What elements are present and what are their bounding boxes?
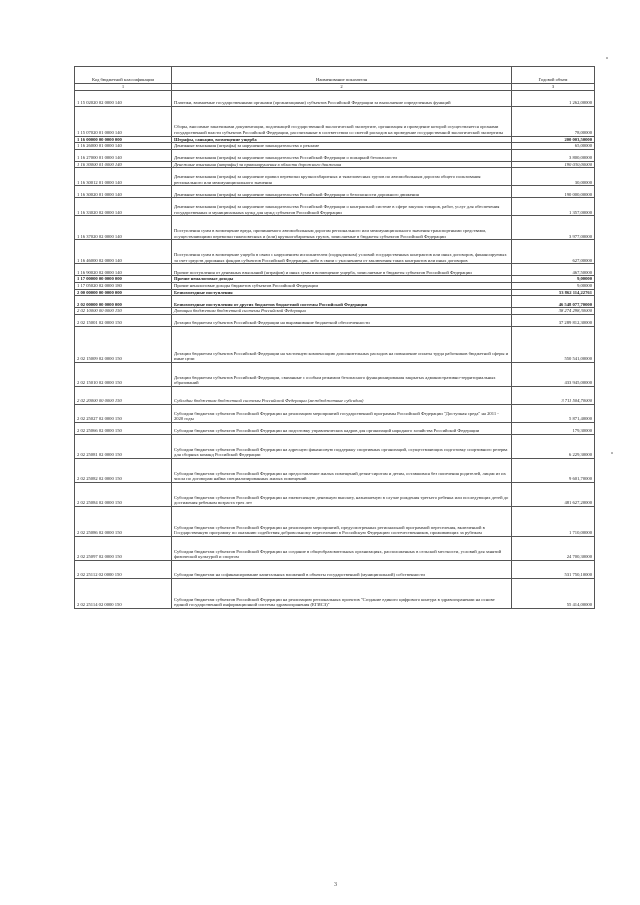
row-name: Дотации бюджетам бюджетной системы Российской Федерации (172, 308, 512, 315)
page-number: 3 (334, 882, 337, 888)
row-code: 1 16 30000 01 0000 140 (75, 161, 172, 168)
row-volume: 55 414,00000 (512, 578, 595, 608)
table-row (75, 434, 595, 458)
row-name: Прочие неналоговые доходы (172, 276, 512, 283)
row-code: 2 02 15001 02 0000 150 (75, 314, 172, 326)
table-row (75, 308, 595, 315)
table-row (75, 161, 595, 168)
header-volume: Годовой объем (512, 67, 595, 84)
row-name: Денежные взыскания (штрафы) за правонарушения в области дорожного движения (172, 161, 512, 168)
row-name: Поступления сумм в возмещение вреда, причиняемого автомобильным дорогам регионального или межмуниципального значения транспортными средствами, осуществляющими перевозки тяжеловесных и (или) крупногабаритных грузов, зачисляемые в бюджеты субъектов Российской Федерации (172, 216, 512, 240)
table-row (75, 386, 595, 404)
row-volume: 24 700,30000 (512, 536, 595, 560)
row-code: 1 16 30012 01 0000 140 (75, 168, 172, 186)
row-volume: 78,00000 (512, 106, 595, 136)
row-volume: 1 262,00000 (512, 90, 595, 106)
row-name: Субсидии бюджетам на софинансирование капитальных вложений в объекты государственной (муниципальной) собственности (172, 560, 512, 578)
column-number: 3 (512, 84, 595, 91)
row-volume: 5 871,40000 (512, 404, 595, 422)
table-row (75, 136, 595, 143)
row-code: 1 16 27000 01 0000 140 (75, 149, 172, 161)
row-volume: 3 711 504,70000 (512, 386, 595, 404)
table-row (75, 289, 595, 296)
scan-speck (611, 452, 613, 454)
row-volume: 433 945,00000 (512, 362, 595, 386)
table-row (75, 186, 595, 198)
row-code: 1 15 02020 02 0000 140 (75, 90, 172, 106)
row-code: 2 02 25114 02 0000 150 (75, 578, 172, 608)
row-volume: 200 003,50000 (512, 136, 595, 143)
row-code: 1 16 33020 02 0000 140 (75, 198, 172, 216)
row-name: Дотации бюджетам субъектов Российской Федерации, связанные с особым режимом безопасного функционирования закрытых административно-территориальных образований (172, 362, 512, 386)
row-code: 1 15 07020 01 0000 140 (75, 106, 172, 136)
row-volume: 30,00000 (512, 168, 595, 186)
table-row (75, 458, 595, 482)
row-code: 1 17 05020 02 0000 180 (75, 282, 172, 289)
table-row (75, 149, 595, 161)
row-name: Субсидии бюджетам субъектов Российской Федерации на предоставление жилых помещений детям-сиротам и детям, оставшимся без попечения родителей, лицам из их числа по договорам найма специализированных жилых помещений (172, 458, 512, 482)
row-name: Прочие поступления от денежных взысканий (штрафов) и иных сумм в возмещение ущерба, зачисляемые в бюджеты субъектов Российской Федерации (172, 264, 512, 276)
column-number-row (75, 84, 595, 91)
table-row (75, 240, 595, 264)
row-name: Поступления сумм в возмещение ущерба в связи с нарушением исполнителем (подрядчиком) условий государственных контрактов или иных договоров, финансируемых за счет средств дорожных фондов субъектов Российской Федерации, либо в связи с уклонением от заключения таких контрактов или иных договоров (172, 240, 512, 264)
row-name: Субсидии бюджетам субъектов Российской Федерации на реализацию мероприятий государственной программы Российской Федерации "Доступная среда" на 2011 - 2020 годы (172, 404, 512, 422)
row-code: 1 16 37020 02 0000 140 (75, 216, 172, 240)
row-name: Субсидии бюджетам субъектов Российской Федерации на подготовку управленческих кадров для организаций народного хозяйства Российской Федерации (172, 422, 512, 434)
row-code: 2 02 20000 00 0000 150 (75, 386, 172, 404)
budget-revenue-table (74, 66, 595, 609)
row-volume: 53 862 114,22761 (512, 289, 595, 296)
table-row (75, 506, 595, 536)
row-volume: 1 357,00000 (512, 198, 595, 216)
row-name: Денежные взыскания (штрафы) за нарушение законодательства Российской Федерации о безопасности дорожного движения (172, 186, 512, 198)
row-name: Безвозмездные поступления (172, 289, 512, 296)
row-volume: 3 977,00000 (512, 216, 595, 240)
row-name: Денежные взыскания (штрафы) за нарушение законодательства Российской Федерации о пожарной безопасности (172, 149, 512, 161)
row-volume: 9 601,70000 (512, 458, 595, 482)
row-volume: 9,00000 (512, 276, 595, 283)
table-row (75, 168, 595, 186)
row-code: 2 02 25027 02 0000 150 (75, 404, 172, 422)
row-volume: 190 030,00000 (512, 161, 595, 168)
row-code: 2 02 25081 02 0000 150 (75, 434, 172, 458)
row-volume: 190 000,00000 (512, 186, 595, 198)
table-row (75, 314, 595, 326)
row-name: Субсидии бюджетам бюджетной системы Российской Федерации (межбюджетные субсидии) (172, 386, 512, 404)
row-code: 2 02 25082 02 0000 150 (75, 458, 172, 482)
row-name: Субсидии бюджетам субъектов Российской Федерации на реализацию региональных проектов "Создание единого цифрового контура в здравоохранении на основе единой государственной информационной системы здравоохранения (ЕГИСЗ)" (172, 578, 512, 608)
row-volume: 627,00000 (512, 240, 595, 264)
table-row (75, 482, 595, 506)
row-volume: 9,00000 (512, 282, 595, 289)
row-code: 1 17 00000 00 0000 000 (75, 276, 172, 283)
row-code: 1 16 46000 02 0000 140 (75, 240, 172, 264)
row-name: Дотации бюджетам субъектов Российской Федерации на выравнивание бюджетной обеспеченности (172, 314, 512, 326)
table-row (75, 404, 595, 422)
table-row (75, 276, 595, 283)
row-code: 2 02 25112 02 0000 150 (75, 560, 172, 578)
row-name: Субсидии бюджетам субъектов Российской Федерации на ежемесячную денежную выплату, назначаемую в случае рождения третьего ребенка или последующих детей до достижения ребенком возраста трех лет (172, 482, 512, 506)
table-row (75, 143, 595, 150)
table-body (75, 90, 595, 608)
row-name: Дотации бюджетам субъектов Российской Федерации на частичную компенсацию дополнительных расходов на повышение оплаты труда работников бюджетной сферы и иные цели (172, 326, 512, 362)
row-code: 1 16 30020 01 0000 140 (75, 186, 172, 198)
row-code: 1 16 26000 01 0000 140 (75, 143, 172, 150)
table-row (75, 362, 595, 386)
row-code: 2 02 25097 02 0000 150 (75, 536, 172, 560)
row-name: Денежные взыскания (штрафы) за нарушение законодательства о рекламе (172, 143, 512, 150)
row-code: 1 16 90020 02 0000 140 (75, 264, 172, 276)
row-volume: 550 541,00000 (512, 326, 595, 362)
table-row (75, 326, 595, 362)
row-code: 2 02 00000 00 0000 000 (75, 296, 172, 308)
table-row (75, 560, 595, 578)
row-volume: 37 289 812,30000 (512, 314, 595, 326)
row-code: 2 02 25066 02 0000 150 (75, 422, 172, 434)
table-row (75, 536, 595, 560)
row-volume: 3 800,00000 (512, 149, 595, 161)
table-row (75, 264, 595, 276)
table-row (75, 296, 595, 308)
row-name: Денежные взыскания (штрафы) за нарушение правил перевозки крупногабаритных и тяжеловесных грузов по автомобильным дорогам общего пользования регионального или межмуниципального значения (172, 168, 512, 186)
table-row (75, 578, 595, 608)
table-row (75, 198, 595, 216)
table-row (75, 106, 595, 136)
row-volume: 6 229,30000 (512, 434, 595, 458)
table-row (75, 422, 595, 434)
header-name: Наименование показателя (172, 67, 512, 84)
row-name: Штрафы, санкции, возмещение ущерба (172, 136, 512, 143)
row-volume: 1 710,00000 (512, 506, 595, 536)
column-number: 2 (172, 84, 512, 91)
table-row (75, 216, 595, 240)
row-code: 2 02 15009 02 0000 150 (75, 326, 172, 362)
table-row (75, 282, 595, 289)
row-volume: 38 274 298,30000 (512, 308, 595, 315)
row-volume: 65,00000 (512, 143, 595, 150)
row-name: Платежи, взимаемые государственными органами (организациями) субъектов Российской Федерации за выполнение определенных функций (172, 90, 512, 106)
row-volume: 467,50000 (512, 264, 595, 276)
row-name: Сборы, вносимые заказчиками документации, подлежащей государственной экологической экспертизе, организация и проведение которой осуществляется органами государственной власти субъектов Российской Федерации, рассчитанные в соответствии со сметой расходов на проведение государственной экологической экспертизы (172, 106, 512, 136)
table-header-row (75, 67, 595, 84)
row-code: 2 02 25084 02 0000 150 (75, 482, 172, 506)
row-volume: 179,30000 (512, 422, 595, 434)
row-code: 2 02 25086 02 0000 150 (75, 506, 172, 536)
row-volume: 531 750,10000 (512, 560, 595, 578)
row-name: Субсидии бюджетам субъектов Российской Федерации на реализацию мероприятий, предусмотренных региональной программой переселения, включенной в Государственную программу по оказанию содействия добровольному переселению в Российскую Федерацию соотечественников, проживающих за рубежом (172, 506, 512, 536)
row-name: Денежные взыскания (штрафы) за нарушение законодательства Российской Федерации о контрактной системе в сфере закупок товаров, работ, услуг для обеспечения государственных и муниципальных нужд для нужд субъектов Российской Федерации (172, 198, 512, 216)
row-name: Прочие неналоговые доходы бюджетов субъектов Российской Федерации (172, 282, 512, 289)
row-code: 2 02 10000 00 0000 150 (75, 308, 172, 315)
row-code: 2 00 00000 00 0000 000 (75, 289, 172, 296)
header-code: Код бюджетной классификации (75, 67, 172, 84)
column-number: 1 (75, 84, 172, 91)
row-code: 1 16 00000 00 0000 000 (75, 136, 172, 143)
row-code: 2 02 15010 02 0000 150 (75, 362, 172, 386)
scan-speck (606, 57, 608, 59)
table-row (75, 90, 595, 106)
row-name: Субсидии бюджетам субъектов Российской Федерации на адресную финансовую поддержку спортивных организаций, осуществляющих подготовку спортивного резерва для сборных команд Российской Федерации (172, 434, 512, 458)
row-name: Субсидии бюджетам субъектов Российской Федерации на создание в общеобразовательных организациях, расположенных в сельской местности, условий для занятий физической культурой и спортом (172, 536, 512, 560)
row-volume: 46 548 077,70000 (512, 296, 595, 308)
row-volume: 481 627,20000 (512, 482, 595, 506)
row-name: Безвозмездные поступления от других бюджетов бюджетной системы Российской Федерации (172, 296, 512, 308)
